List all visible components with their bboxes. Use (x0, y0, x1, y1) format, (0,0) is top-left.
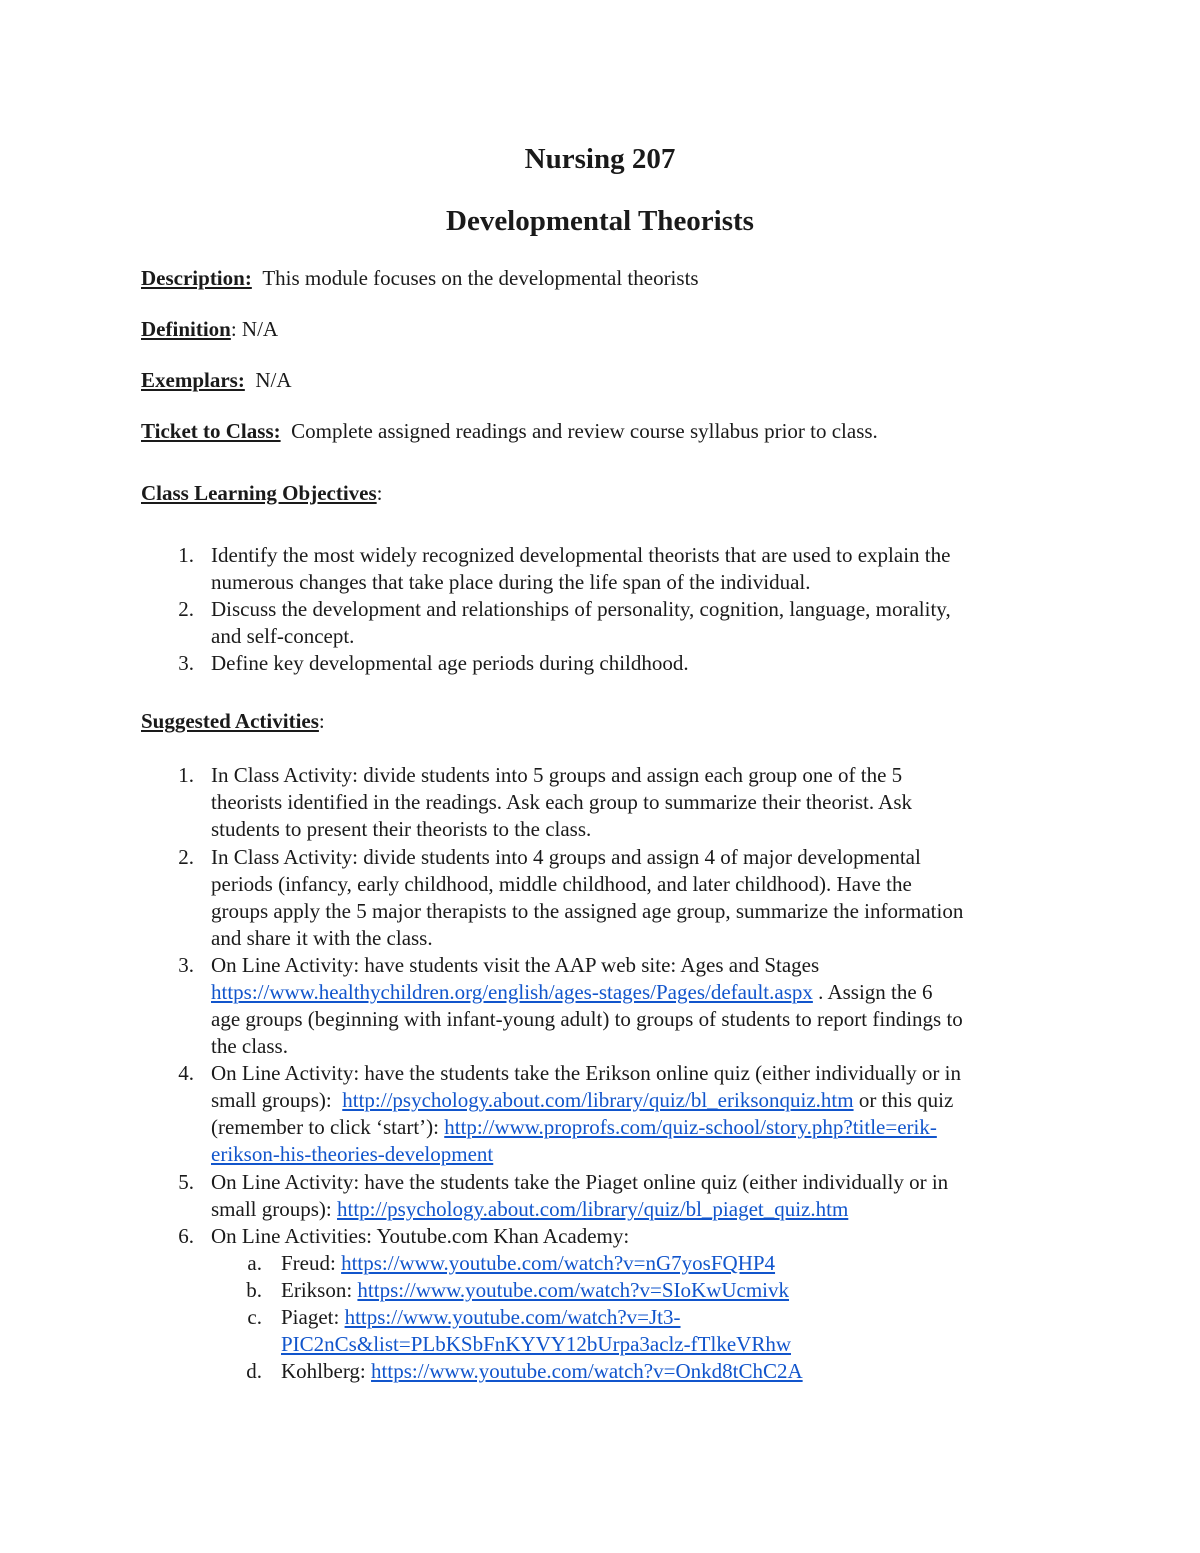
activity-line (211, 1142, 493, 1167)
activities-heading (141, 709, 325, 734)
activity-line (211, 1088, 953, 1113)
erikson-quiz-link[interactable]: http://psychology.about.com/library/quiz/bl_eriksonquiz.htm (342, 1088, 854, 1112)
erikson-video-link[interactable]: https://www.youtube.com/watch?v=SIoKwUcmivk (357, 1278, 790, 1302)
objective-line: numerous changes that take place during the life span of the individual. (211, 570, 811, 594)
kohlberg-video-link[interactable]: https://www.youtube.com/watch?v=Onkd8tChC2A (371, 1359, 803, 1383)
activity-line-head: small groups): (211, 1088, 343, 1112)
activity-line: On Line Activity: have the students take the Piaget online quiz (either individually or in (211, 1170, 949, 1194)
proprofs-quiz-link-continued[interactable]: erikson-his-theories-development (211, 1142, 494, 1166)
piaget-video-link-continued[interactable]: PIC2nCs&list=PLbKSbFnKYVY12bUrpa3aclz-fTlkeVRhw (281, 1332, 791, 1356)
activity-number: 4. (178, 1061, 194, 1085)
objectives-heading (141, 481, 383, 506)
piaget-video-link[interactable]: https://www.youtube.com/watch?v=Jt3- (344, 1305, 681, 1329)
description-field (141, 266, 699, 291)
activity-line: In Class Activity: divide students into 5 groups and assign each group one of the 5 (211, 763, 903, 787)
activity-line-head: small groups): (211, 1197, 337, 1221)
ticket-value: Complete assigned readings and review course syllabus prior to class. (291, 419, 878, 443)
sub-item-letter: a. (247, 1251, 262, 1275)
healthychildren-link[interactable]: https://www.healthychildren.org/english/ages-stages/Pages/default.aspx (211, 980, 813, 1004)
objectives-heading-colon: : (376, 481, 383, 505)
definition-label: Definition (141, 317, 231, 341)
proprofs-quiz-link[interactable]: http://www.proprofs.com/quiz-school/story.php?title=erik- (444, 1115, 937, 1139)
sub-item-line (281, 1359, 803, 1384)
activity-line: On Line Activity: have students visit the AAP web site: Ages and Stages (211, 953, 820, 977)
objective-number: 1. (178, 543, 194, 567)
sub-item-label: Freud: (281, 1251, 342, 1275)
sub-item-label: Piaget: (281, 1305, 345, 1329)
objective-line: Define key developmental age periods during childhood. (211, 651, 689, 675)
exemplars-field (141, 368, 292, 393)
activity-line-tail: . Assign the 6 (812, 980, 933, 1004)
sub-item-line (281, 1251, 775, 1276)
activity-number: 5. (178, 1170, 194, 1194)
objective-line: and self-concept. (211, 624, 355, 648)
activity-number: 6. (178, 1224, 194, 1248)
activity-number: 3. (178, 953, 194, 977)
objective-line: Discuss the development and relationships of personality, cognition, language, morality, (211, 597, 951, 621)
objective-number: 3. (178, 651, 194, 675)
sub-item-label: Kohlberg: (281, 1359, 372, 1383)
activity-line: age groups (beginning with infant-young adult) to groups of students to report findings to (211, 1007, 963, 1031)
objective-number: 2. (178, 597, 194, 621)
activity-line: groups apply the 5 major therapists to the assigned age group, summarize the information (211, 899, 964, 923)
sub-item-letter: b. (246, 1278, 262, 1302)
activity-line-tail: or this quiz (853, 1088, 954, 1112)
activity-line: students to present their theorists to the class. (211, 817, 592, 841)
description-value: This module focuses on the developmental theorists (262, 266, 699, 290)
objective-line: Identify the most widely recognized developmental theorists that are used to explain the (211, 543, 951, 567)
activity-line (211, 1115, 937, 1140)
exemplars-label: Exemplars: (141, 368, 245, 392)
document-title: Nursing 207 (524, 143, 676, 175)
piaget-quiz-link[interactable]: http://psychology.about.com/library/quiz/bl_piaget_quiz.htm (337, 1197, 849, 1221)
sub-item-line (281, 1278, 789, 1303)
ticket-field (141, 419, 878, 444)
description-label: Description: (141, 266, 252, 290)
activity-number: 2. (178, 845, 194, 869)
activity-line (211, 980, 932, 1005)
freud-video-link[interactable]: https://www.youtube.com/watch?v=nG7yosFQHP4 (341, 1251, 776, 1275)
activity-line: the class. (211, 1034, 288, 1058)
activity-line: On Line Activities: Youtube.com Khan Academy: (211, 1224, 630, 1248)
activity-line: theorists identified in the readings. Ask each group to summarize their theorist. Ask (211, 790, 913, 814)
activity-line: and share it with the class. (211, 926, 433, 950)
sub-item-line (281, 1305, 681, 1330)
activity-line (211, 1197, 848, 1222)
sub-item-label: Erikson: (281, 1278, 358, 1302)
activity-number: 1. (178, 763, 194, 787)
definition-field (141, 317, 278, 342)
exemplars-value: N/A (255, 368, 292, 392)
activity-line: periods (infancy, early childhood, middle childhood, and later childhood). Have the (211, 872, 912, 896)
ticket-label: Ticket to Class: (141, 419, 281, 443)
objectives-heading-text: Class Learning Objectives (141, 481, 377, 505)
sub-item-letter: d. (246, 1359, 262, 1383)
definition-value: : N/A (230, 317, 279, 341)
activities-heading-colon: : (318, 709, 325, 733)
document-subtitle: Developmental Theorists (446, 205, 754, 237)
activity-line-head: (remember to click ‘start’): (211, 1115, 445, 1139)
activity-line: On Line Activity: have the students take the Erikson online quiz (either individually or in (211, 1061, 962, 1085)
activities-heading-text: Suggested Activities (141, 709, 319, 733)
sub-item-letter: c. (247, 1305, 262, 1329)
activity-line: In Class Activity: divide students into 4 groups and assign 4 of major developmental (211, 845, 921, 869)
sub-item-line (281, 1332, 791, 1357)
